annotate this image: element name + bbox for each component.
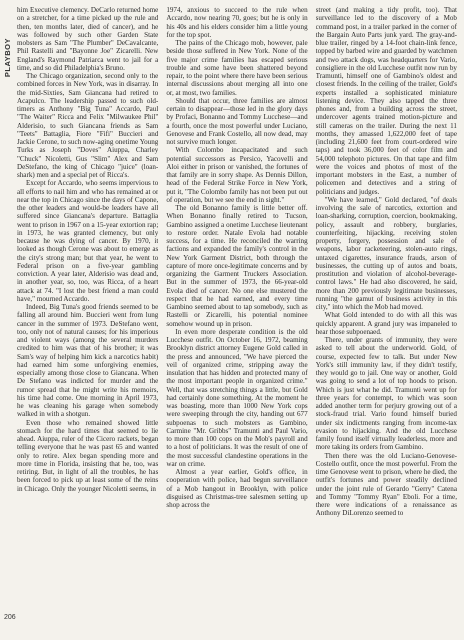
paragraph: What Gold intended to do with all this was quickly apparent. A grand jury was impaneled to hear those subpoenaed. (315, 311, 457, 336)
paragraph: There, under grants of immunity, they were asked to tell about the underworld. Gold, of course, expected few to talk. But under New York's still immunity law, if they didn't testify, they would go to jail. One way or another, Gold was going to send a lot of top hoods to prison. Which is just what he did. Tramunti went up for three years for contempt, to which was soon added another term for perjury growing out of a stock-fraud trial. Vario found himself buried under six indictments ranging from income-tax evasion to hijacking. And the old Lucchese family found itself virtually leaderless, more and more taking its orders from Gambino. (315, 336, 457, 452)
paragraph: The pains of the Chicago mob, however, pale beside those suffered in New York. None of the five major crime families has escaped serious trouble and some have been shattered beyond repair, to the point where there have been serious internal discussions about merging all into one or, at most, two families. (166, 39, 308, 97)
paragraph: "We have learned," Gold declared, "of deals involving the sale of narcotics, extortion and loan-sharking, corruption, coercion, bookmaking, policy, assault and robbery, burglaries, counterfeiting, hijacking, receiving stolen property, forgery, possession and sale of weapons, labor racketeering, stolen-auto rings, untaxed cigarettes, insurance frauds, arson of businesses, the cutting up of autos and boats, prostitution and violation of alcohol-beverage-control laws." He had also discovered, he said, more than 200 previously legitimate businesses, running "the gamut of business activity in this city," into which the Mob had moved. (315, 195, 457, 311)
paragraph: Even those who remained showed little stomach for the hard times that seemed to lie ahead. Aiuppa, ruler of the Cicero rackets, began telling everyone that he was past 65 and wanted only to retire. Alex began spending more and more time in Florida, insisting that he, too, was retiring. But, in light of all the troubles, he has been forced to pick up at least some of the reins in Chicago. Only the younger Nicoletti seems, in (17, 418, 159, 493)
column-2 (166, 6, 307, 632)
column-3 (316, 6, 457, 632)
running-head: PLAYBOY (3, 38, 12, 78)
paragraph: With Colombo incapacitated and such potential successors as Persico, Yacovelli and Aloi either in prison or vanished, the fortunes of that family are in sorry shape. As Dennis Dillon, head of the Federal Strike Force in New York, put it, "The Colombo family has not been put out of operation, but we see the end in sight." (166, 146, 308, 204)
paragraph: Indeed, Big Tuna's good friends seemed to be falling all around him. Buccieri went from lung cancer in the summer of 1973. DeStefano went, too, only not of natural causes; for his imperious and violent ways (among the several murders credited to him was that of his brother; it was Sam's way of helping him kick a narcotics habit) had earned him some unforgiving enemies, especially among those close to Giancana. When De Stefano was indicted for murder and the rumor spread that he might write his memoirs, his time had come. One morning in April 1973, he was cleaning his garage when somebody walked in with a shotgun. (17, 303, 159, 419)
page-number: 206 (4, 614, 16, 621)
paragraph: Then there was the old Luciano-Genovese-Costello outfit, once the most powerful. From the time Genovese went to prison, where he died, the outfit's fortunes and power steadily declined under the joint rule of Gerardo "Gerry" Catena and Tommy "Tommy Ryan" Eboli. For a time, there were indications of a renaissance as Anthony DiLorenzo seemed to (315, 451, 457, 518)
paragraph: In even more desperate condition is the old Lucchese outfit. On October 16, 1972, beaming Brooklyn district attorney Eugene Gold called in the press and announced, "We have pierced the veil of organized crime, stripping away the insulation that has hidden and protected many of the most important people in organized crime." Well, that was stretching things a little, but Gold had certainly done something. At the moment he was boasting, more than 1000 New York cops were sweeping through the city, handing out 677 subpoenas to such mobsters as Gambino, Carmine "Mr. Gribbs" Tramunti and Paul Vario, to more than 100 cops on the Mob's payroll and to a host of politicians. It was the result of one of the most successful clandestine operations in the war on crime. (166, 327, 308, 468)
paragraph: Almost a year earlier, Gold's office, in cooperation with police, had begun surveillance of a Mob hangout in Brooklyn, with police disguised as Christmas-tree salesmen setting up shop across the (166, 468, 308, 509)
column-1 (17, 6, 158, 632)
paragraph: The Chicago organization, second only to the combined forces in New York, was in disarray. In the mid-Sixties, Sam Giancana had retired to Acapulco. The leadership passed to such old-timers as Anthony "Big Tuna" Accardo, Paul "The Waiter" Ricca and Felix "Milwaukee Phil" Alderisio, to such Giancana friends as Sam "Teets" Battaglia, Fiore "Fifi" Buccieri and Jackie Cerone, to such now-aging onetime Young Turks as Joseph "Doves" Aiuppa, Charley "Chuck" Nicoletti, Gus "Slim" Alex and Sam DeStefano, the king of Chicago "juice" (loan-shark) men and a special pet of Ricca's. (17, 72, 159, 179)
paragraph: Should that occur, three families are almost certain to disappear—those led in the glory days by Profaci, Bonanno and Tommy Lucchese—and a fourth, once the most powerful under Luciano, Genovese and Frank Costello, all now dead, may not survive much longer. (166, 96, 308, 146)
article-columns (17, 6, 457, 632)
paragraph: The old Bonanno family is little better off. When Bonanno finally retired to Tucson, Gambino assigned a onetime Lucchese lieutenant to restore order. Natale Evola had notable success, for a time. He reconciled the warring factions and expanded the family's control in the New York Garment District, both through the capture of more once-legitimate concerns and by organizing the Garment Truckers Association. But in the summer of 1973, the 66-year-old Evola died of cancer. No one else mustered the respect that he had earned, and every time Gambino seemed about to tap somebody, such as Rastelli or Zicarelli, his potential nominee somehow wound up in prison. (166, 204, 308, 328)
paragraph: him Executive clemency. DeCarlo returned home on a stretcher, for a time picked up the rule and then, ten months later, died of cancer), and he was followed by such other Garden State mobsters as Sam "The Plumber" DeCavalcante, Phil Rastelli and "Bayonne Joe" Zicarelli. New England's Raymond Patriarca went to jail for a time, and so did Philadelphia's Bruno. (17, 6, 159, 72)
paragraph: street (and making a tidy profit, too). That surveillance led to the discovery of a Mob command post, in a trailer parked in the corner of the Bargain Auto Parts junk yard. The gray-and-blue trailer, ringed by a 14-foot chain-link fence, topped by barbed wire and guarded by watchmen and two attack dogs, was headquarters for Vario, consigliere in the old Lucchese outfit now run by Tramunti, himself one of Gambino's oldest and closest friends. In the ceiling of the trailer, Gold's experts installed a sophisticated miniature listening device. They also tapped the three phones and, from a building across the street, undercover agents trained motion-picture and still cameras on the trailer. During the next 11 months, they amassed 1,622,000 feet of tape (including 21,600 feet from court-ordered wire taps) and took 36,000 feet of color film and 54,000 telephoto pictures. On that tape and film were the voices and photos of most of the important mobsters in the East, a number of policemen and detectives and a string of politicians and judges. (315, 6, 457, 196)
paragraph: 1974, anxious to succeed to the rule when Accardo, now nearing 70, goes; but he is only in his 40s and his elders consider him a little young for the top spot. (166, 6, 308, 39)
paragraph: Except for Accardo, who seems impervious to all efforts to nail him and who has remained at or near the top in Chicago since the days of Capone, the other leaders and would-be leaders have all suffered since Giancana's departure. Battaglia went to prison in 1967 on a 15-year extortion rap; in 1973, he was granted clemency, but only because he was dying of cancer. By 1970, it looked as though Cerone was about to emerge as the city's strong man; but that year, he went to Federal prison on a five-year gambling conviction. A year later, Alderisio was dead and, in another year, so, too, was Ricca, of a heart attack at 74. "I lost the best friend a man could have," mourned Accardo. (17, 179, 159, 303)
